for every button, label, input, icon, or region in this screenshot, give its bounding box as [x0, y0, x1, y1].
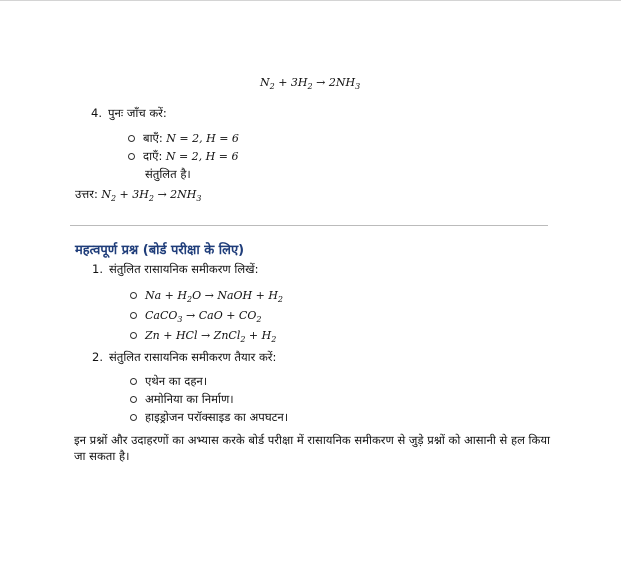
conclusion-paragraph: इन प्रश्नों और उदाहरणों का अभ्यास करके बोर्ड परीक्षा में रासायनिक समीकरण से जुड़े प्रश्नों को आसानी से हल किया जा सकता है।: [74, 433, 550, 463]
page-top-border: [0, 0, 621, 1]
q2-item-2: अमोनिया का निर्माण।: [130, 392, 234, 407]
step4-balanced-note: संतुलित है।: [145, 167, 191, 181]
q2-item-1: एथेन का दहन।: [130, 374, 207, 389]
q2-item-3: हाइड्रोजन परॉक्साइड का अपघटन।: [130, 410, 288, 425]
bullet-icon: [130, 378, 137, 385]
top-equation: $N_2 + 3H_2 \to 2NH_3$: [260, 76, 361, 92]
bullet-icon: [130, 312, 137, 319]
bullet-icon: [130, 396, 137, 403]
section-heading: महत्वपूर्ण प्रश्न (बोर्ड परीक्षा के लिए): [75, 243, 245, 258]
question-1: 1. संतुलित रासायनिक समीकरण लिखें:: [92, 262, 259, 276]
q1-equation-2: CaCO$_3$ → CaO + $CO_2$: [130, 308, 261, 324]
bullet-icon: [130, 414, 137, 421]
section-divider: [70, 225, 548, 226]
bullet-icon: [128, 153, 135, 160]
step4-left-count: बाएँ: N = 2, H = 6: [128, 131, 239, 146]
step4-title: 4. पुनः जाँच करें:: [91, 106, 167, 120]
q1-equation-3: Zn + HCl → ZnCl$_2$ + $H_2$: [130, 328, 276, 344]
bullet-icon: [130, 292, 137, 299]
q1-equation-1: $Na + H_2O$ → NaOH + $H_2$: [130, 288, 283, 304]
question-2: 2. संतुलित रासायनिक समीकरण तैयार करें:: [92, 350, 277, 364]
bullet-icon: [130, 332, 137, 339]
bullet-icon: [128, 135, 135, 142]
step4-right-count: दाएँ: N = 2, H = 6: [128, 149, 238, 164]
answer-line: उत्तर: $N_2 + 3H_2 \to 2NH_3$: [75, 187, 202, 204]
